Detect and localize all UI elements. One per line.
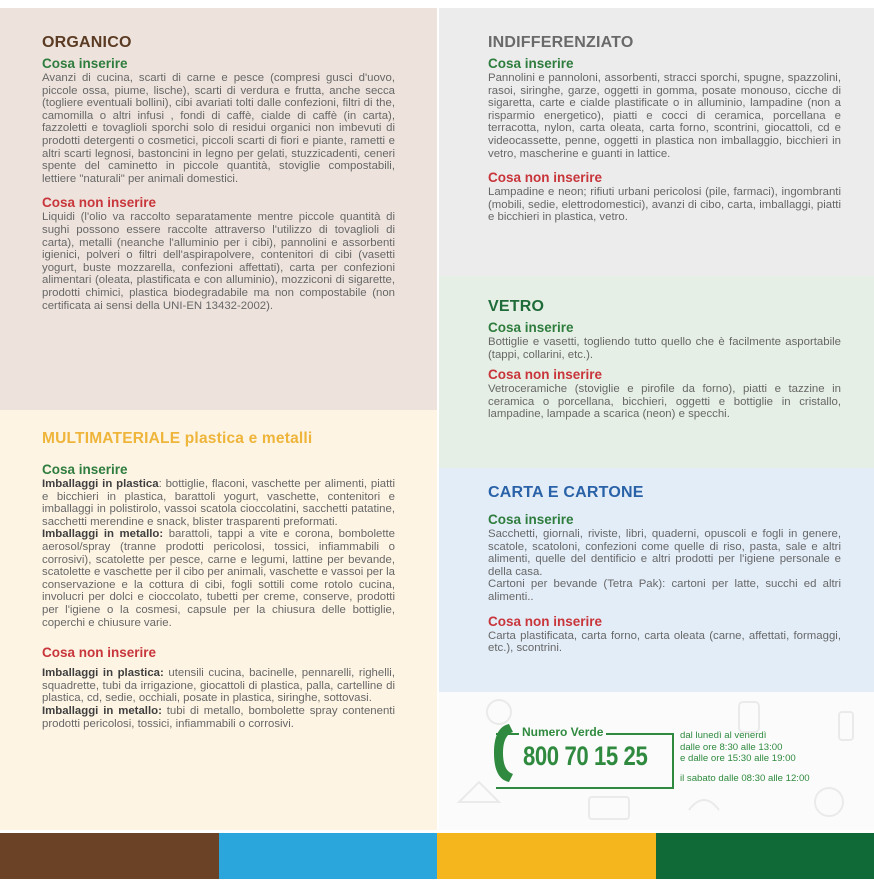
multimateriale-panel bbox=[0, 410, 437, 830]
numero-verde-label: Numero Verde bbox=[519, 725, 606, 739]
multimateriale-in-metallo bbox=[42, 528, 395, 629]
organico-out-text: Liquidi (l'olio va raccolto separatamente mentre piccole quantità di sughi possono essere raccolte attraverso l'utilizzo di tovaglioli di carta), metalli (neanche l'alluminio per i cibi), pannolini e assorbenti igienici, polveri o filtri dell'aspirapolvere, contenitori di cibi (vasetti yogurt, buste mozzarella, confezioni affettati), carta per confezioni alimentari (oleata, plastificata e con alluminio), mozziconi di sigarette, prodotti chimici, plastica biodegradabile ma non compostabile (non certificata ai sensi della UNI-EN 13432-2002). bbox=[42, 211, 395, 312]
indifferenziato-out-text: Lampadine e neon; rifiuti urbani pericolosi (pile, farmaci), ingombranti (mobili, sedie, elettrodomestici), avanzi di cibo, carta, imballaggi, piatti e bicchieri in plastica, vetro. bbox=[488, 186, 841, 224]
indifferenziato-in-label: Cosa inserire bbox=[488, 56, 574, 71]
multimateriale-out-plastica-heading: Imballaggi in plastica: bbox=[42, 667, 164, 680]
vetro-out-label: Cosa non inserire bbox=[488, 367, 603, 383]
bottom-margin bbox=[0, 879, 874, 887]
organico-panel bbox=[0, 8, 437, 410]
hours-weekdays: dal lunedì al venerdì bbox=[680, 730, 767, 741]
carta-in-text: Sacchetti, giornali, riviste, libri, quaderni, opuscoli e fogli in genere, scatole, scatoloni, confezioni come quelle di riso, pasta, sale e altri alimenti, quelle del dentificio e altri prodotti per l'igiene personale e della casa. bbox=[488, 528, 841, 578]
multimateriale-out-label: Cosa non inserire bbox=[42, 645, 157, 661]
carta-out-text: Carta plastificata, carta forno, carta oleata (carne, affettati, formaggi, etc.), scontrini. bbox=[488, 629, 841, 655]
hours-morning: dalle ore 8:30 alle 13:00 bbox=[680, 741, 783, 753]
bar-multimateriale bbox=[437, 833, 656, 879]
multimateriale-in-metallo-heading: Imballaggi in metallo: bbox=[42, 528, 164, 541]
multimateriale-out-plastica-text: utensili cucina, bacinelle, pennarelli, righelli, squadrette, tubi da irrigazione, giocattoli di plastica, palla, cartelline di plastica, cd, sedie, occhiali, posate in plastica, siringhe, sottovasi. bbox=[42, 667, 395, 705]
hours-afternoon: e dalle ore 15:30 alle 19:00 bbox=[680, 753, 796, 764]
multimateriale-in-plastica bbox=[42, 478, 395, 528]
bar-organico bbox=[0, 833, 219, 879]
carta-title: CARTA E CARTONE bbox=[488, 484, 644, 501]
organico-out-label: Cosa non inserire bbox=[42, 195, 157, 211]
multimateriale-out-metallo bbox=[42, 705, 395, 730]
bar-vetro bbox=[656, 833, 874, 879]
multimateriale-out-metallo-text: tubi di metallo, bombolette spray contenenti prodotti pericolosi, tossici, infiammabili o corrosivi. bbox=[42, 704, 395, 730]
hours-saturday: il sabato dalle 08:30 alle 12:00 bbox=[680, 772, 810, 784]
vetro-in-text: Bottiglie e vasetti, togliendo tutto quello che è facilmente asportabile (tappi, collarini, etc.). bbox=[488, 336, 841, 361]
carta-in-text-tetrapak: Cartoni per bevande (Tetra Pak): cartoni per latte, succhi ed altri alimenti.. bbox=[488, 578, 841, 603]
opening-hours bbox=[680, 730, 810, 784]
carta-out-label: Cosa non inserire bbox=[488, 613, 603, 629]
vetro-panel bbox=[439, 276, 874, 468]
indifferenziato-title: INDIFFERENZIATO bbox=[488, 34, 634, 51]
multimateriale-title: MULTIMATERIALE plastica e metalli bbox=[42, 430, 313, 447]
vetro-in-label: Cosa inserire bbox=[488, 320, 574, 335]
carta-panel bbox=[439, 468, 874, 692]
numero-verde-number[interactable]: 800 70 15 25 bbox=[523, 741, 648, 771]
vetro-out-text: Vetroceramiche (stoviglie e pirofile da forno), piatti e tazzine in ceramica o porcellana, bicchieri, oggetti e bottiglie in cristallo, lampadine, lampade a scarica (neon) e specchi. bbox=[488, 383, 841, 421]
indifferenziato-in-text: Pannolini e pannoloni, assorbenti, stracci sporchi, spugne, spazzolini, rasoi, siringhe, garze, oggetti in gomma, posate monouso, cicche di sigaretta, carte e cialde plastificate o in alluminio, lampadine (non a risparmio energetico), piatti e cocci di ceramica, porcellana e terracotta, nylon, carta oleata, carta forno, scontrini, giocattoli, cd e videocassette, penne, oggetti in plastica non imballaggio, bicchieri in vetro, mascherine e guanti in lattice. bbox=[488, 72, 841, 160]
multimateriale-in-plastica-heading: Imballaggi in plastica bbox=[42, 478, 159, 490]
multimateriale-out-metallo-heading: Imballaggi in metallo: bbox=[42, 704, 162, 717]
indifferenziato-out-label: Cosa non inserire bbox=[488, 170, 603, 186]
multimateriale-in-plastica-text: : bottiglie, flaconi, vaschette per alimenti, piatti e bicchieri in plastica, barattoli yogurt, vaschette, contenitori e imballaggi in polistirolo, vassoi scatola cioccolatini, sacchetti patatine, sacchetti merendine e snack, blister trasparenti preformati. bbox=[42, 478, 395, 528]
vetro-title: VETRO bbox=[488, 298, 545, 315]
color-bars bbox=[0, 833, 874, 879]
multimateriale-out-plastica bbox=[42, 667, 395, 705]
carta-in-label: Cosa inserire bbox=[488, 512, 574, 527]
indifferenziato-panel bbox=[439, 8, 874, 276]
multimateriale-in-metallo-text: barattoli, tappi a vite e corona, bombolette aerosol/spray (tranne prodotti pericolosi, tossici, infiammabili o corrosivi), scatolette per pesce, carne e legumi, lattine per bevande, scatolette e vaschette per il cibo per animali, vaschette e vassoi per la conservazione e la cottura di cibi, fogli sottili come rotolo cucina, involucri per dolci e cioccolato, tubetti per creme, conserve, prodotti per l'igiene o la cosmesi, capsule per la chiusura delle bottiglie, coperchi e chiusure varie. bbox=[42, 528, 395, 629]
organico-in-text: Avanzi di cucina, scarti di carne e pesce (compresi gusci d'uovo, piccole ossa, piume, lische), scarti di verdura e frutta, anche secca (togliere eventuali bollini), cibi avariati tolti dalle confezioni, filtri di the, camomilla o altri infusi , fondi di caffè, cialde di caffè (in carta), fazzoletti e tovaglioli sporchi solo di residui organici non imbevuti di prodotti detergenti o cosmetici, piccoli scarti di fiori e piante, rametti e altri scarti legnosi, bastoncini in legno per gelati, stuzzicadenti, ceneri spente del caminetto in piccole quantità, stoviglie compostabili, lettiere "naturali" per animali domestici. bbox=[42, 72, 395, 185]
bar-carta bbox=[219, 833, 438, 879]
organico-in-label: Cosa inserire bbox=[42, 56, 128, 71]
multimateriale-in-label: Cosa inserire bbox=[42, 462, 128, 477]
organico-title: ORGANICO bbox=[42, 34, 132, 51]
numero-verde-panel bbox=[439, 692, 874, 830]
